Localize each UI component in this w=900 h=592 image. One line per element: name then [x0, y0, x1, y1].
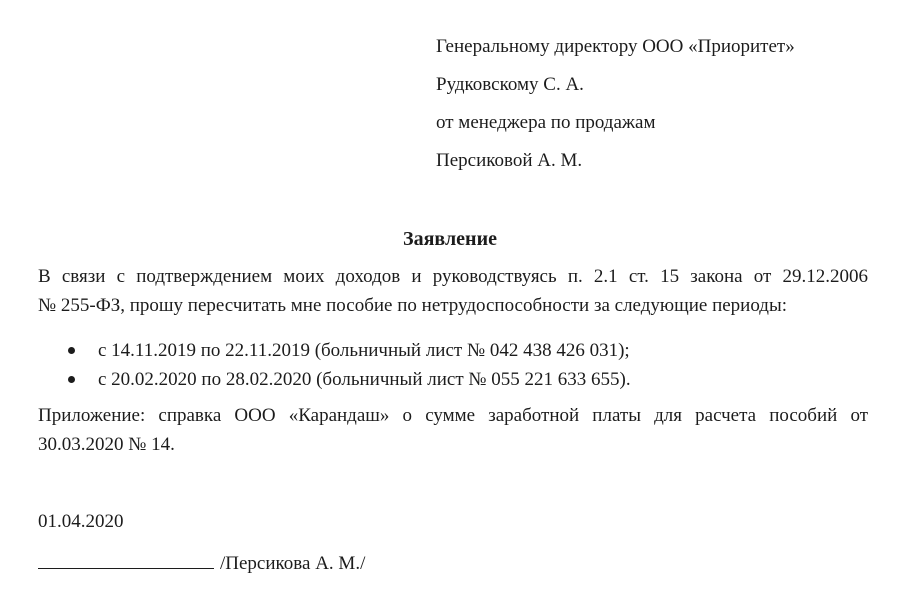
list-item	[68, 336, 631, 365]
attachment-paragraph	[38, 401, 868, 459]
signature-line	[38, 548, 214, 569]
body-line-1: В связи с подтверждением моих доходов и руководствуясь п. 2.1 ст. 15 закона от 29.12.2006	[38, 266, 868, 287]
addressee-line: Генеральному директору ООО «Приоритет»	[436, 36, 795, 57]
document-title: Заявление	[403, 228, 497, 250]
sender-position: от менеджера по продажам	[436, 112, 656, 133]
period-text: с 20.02.2020 по 28.02.2020 (больничный лист № 055 221 633 655).	[98, 369, 631, 390]
attachment-line-2: 30.03.2020 № 14.	[38, 434, 175, 455]
period-text: с 14.11.2019 по 22.11.2019 (больничный лист № 042 438 426 031);	[98, 340, 630, 361]
sender-name: Персиковой А. М.	[436, 150, 583, 171]
body-paragraph	[38, 262, 868, 320]
attachment-line-1: Приложение: справка ООО «Карандаш» о сумме заработной платы для расчета пособий от	[38, 405, 868, 426]
bullet-icon	[68, 347, 75, 354]
body-line-2: № 255-ФЗ, прошу пересчитать мне пособие по нетрудоспособности за следующие периоды:	[38, 295, 788, 316]
list-item	[68, 365, 631, 394]
document-date: 01.04.2020	[38, 511, 124, 532]
signature-name: /Персикова А. М./	[220, 553, 366, 574]
periods-list	[68, 336, 631, 394]
addressee-block	[436, 33, 795, 185]
signature-block	[38, 548, 365, 578]
bullet-icon	[68, 376, 75, 383]
addressee-name: Рудковскому С. А.	[436, 74, 584, 95]
